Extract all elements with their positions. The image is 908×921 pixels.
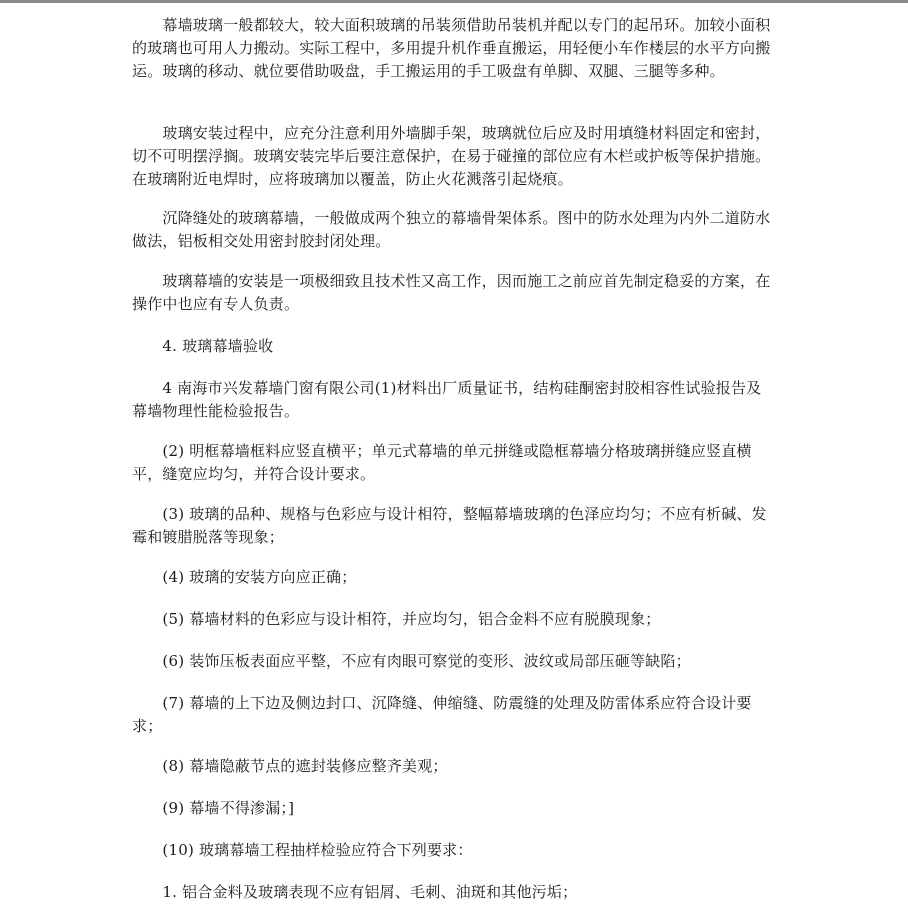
acceptance-item-9: (9) 幕墙不得渗漏；] (132, 799, 295, 817)
acceptance-item-4: (4) 玻璃的安装方向应正确； (132, 568, 357, 586)
paragraph-glass-lifting: 幕墙玻璃一般都较大，较大面积玻璃的吊装须借助吊装机并配以专门的起吊环。加较小面积的玻璃也可用人力搬动。实际工程中，多用提升机作垂直搬运，用轻便小车作楼层的水平方向搬运。玻璃的移动、就位要借助吸盘，手工搬运用的手工吸盘有单脚、双腿、三腿等多种。 (132, 16, 771, 80)
acceptance-item-10: (10) 玻璃幕墙工程抽样检验应符合下列要求： (132, 841, 473, 859)
sampling-requirement-1: 1. 铝合金料及玻璃表现不应有铝屑、毛刺、油斑和其他污垢； (132, 883, 578, 901)
paragraph-installation: 玻璃安装过程中，应充分注意利用外墙脚手架，玻璃就位后应及时用填缝材料固定和密封，切不可明摆浮搁。玻璃安装完毕后要注意保护，在易于碰撞的部位应有木栏或护板等保护措施。在玻璃附近电焊时，应将玻璃加以覆盖，防止火花溅落引起烧痕。 (132, 124, 771, 188)
section-heading-acceptance: 4. 玻璃幕墙验收 (132, 337, 274, 355)
paragraph-settlement-joint: 沉降缝处的玻璃幕墙，一般做成两个独立的幕墙骨架体系。图中的防水处理为内外二道防水做法，铝板相交处用密封胶封闭处理。 (132, 209, 771, 250)
acceptance-item-5: (5) 幕墙材料的色彩应与设计相符，并应均匀，铝合金料不应有脱膜现象； (132, 610, 661, 628)
acceptance-item-2: (2) 明框幕墙框料应竖直横平；单元式幕墙的单元拼缝或隐框幕墙分格玻璃拼缝应竖直横平，缝宽应均匀，并符合设计要求。 (132, 442, 752, 483)
paragraph-installation-care: 玻璃幕墙的安装是一项极细致且技术性又高工作，因而施工之前应首先制定稳妥的方案，在操作中也应有专人负责。 (132, 272, 771, 313)
acceptance-item-7: (7) 幕墙的上下边及侧边封口、沉降缝、伸缩缝、防震缝的处理及防雷体系应符合设计要求； (132, 694, 752, 735)
acceptance-item-1: 4 南海市兴发幕墙门窗有限公司(1)材料出厂质量证书，结构硅酮密封胶相容性试验报告及幕墙物理性能检验报告。 (132, 379, 762, 420)
acceptance-item-8: (8) 幕墙隐蔽节点的遮封装修应整齐美观； (132, 757, 448, 775)
acceptance-item-3: (3) 玻璃的品种、规格与色彩应与设计相符，整幅幕墙玻璃的色泽应均匀；不应有析碱、发霉和镀腊脱落等现象； (132, 505, 767, 546)
acceptance-item-6: (6) 装饰压板表面应平整，不应有肉眼可察觉的变形、波纹或局部压砸等缺陷； (132, 652, 691, 670)
